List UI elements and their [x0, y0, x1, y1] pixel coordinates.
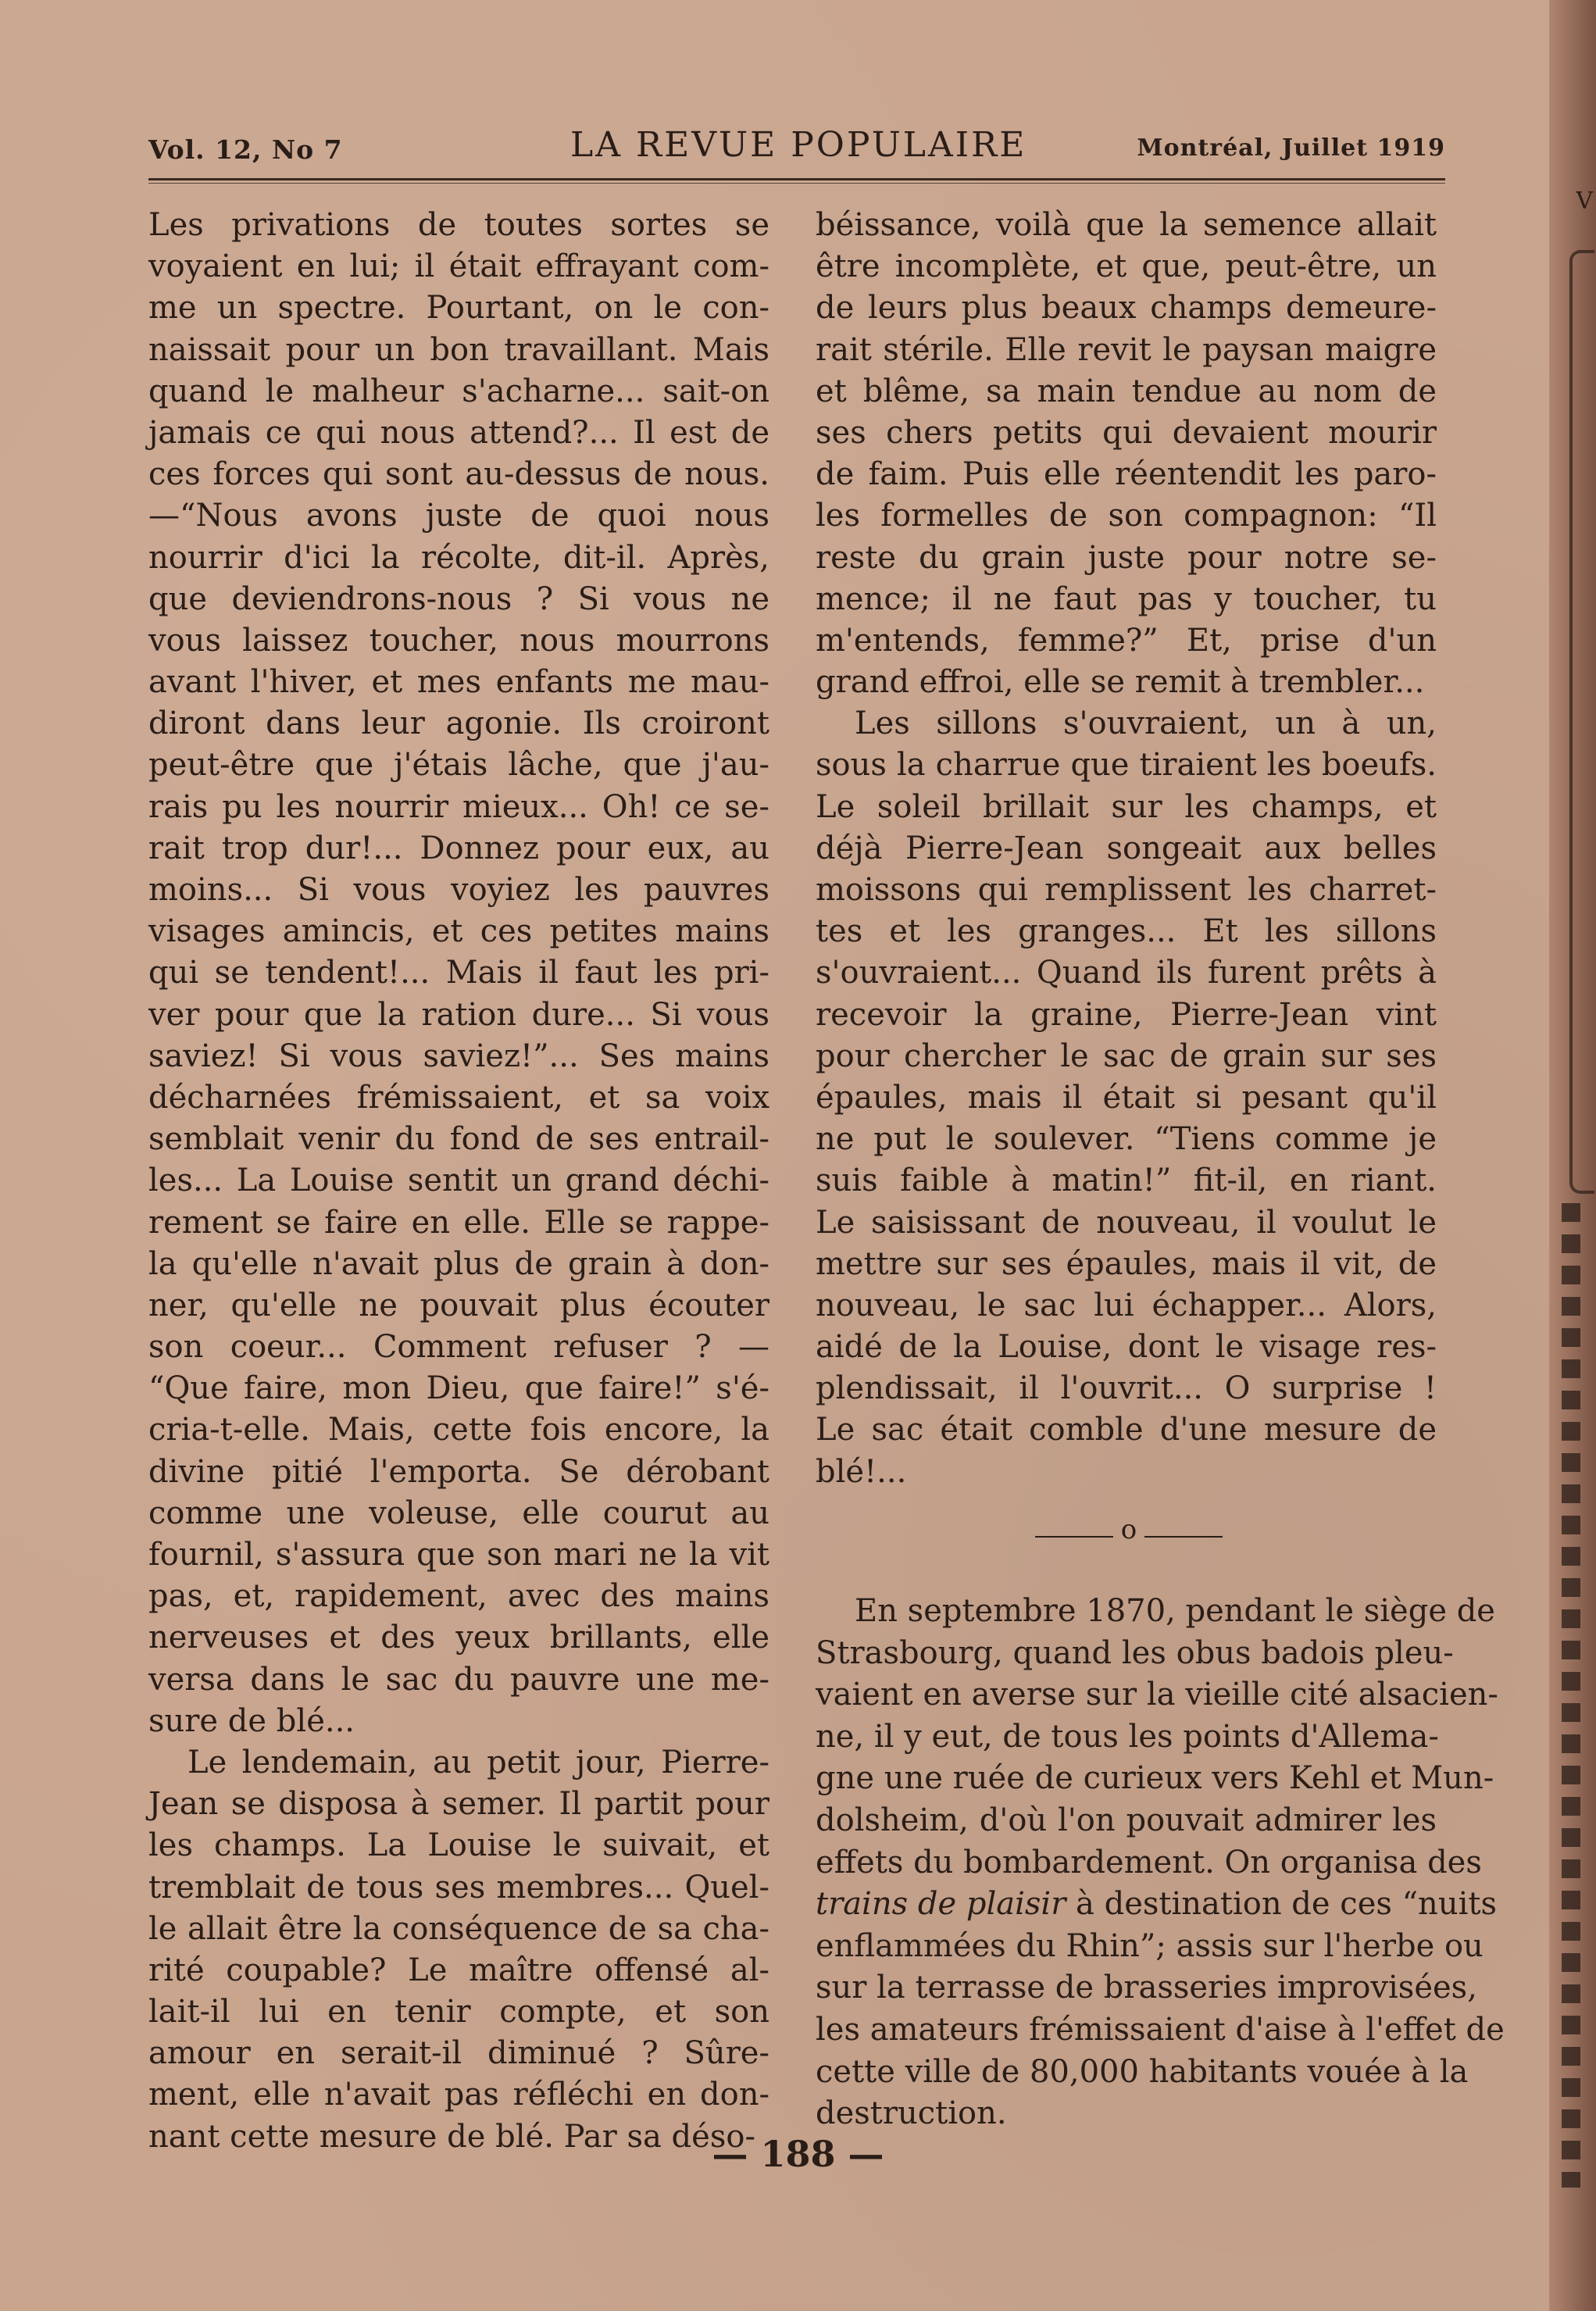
- text-line: versa dans le sac du pauvre une me-: [148, 1661, 769, 1698]
- text-line: pas, et, rapidement, avec des mains: [148, 1578, 769, 1615]
- text-line: Le soleil brillait sur les champs, et: [816, 788, 1437, 825]
- text-line: rement se faire en elle. Elle se rappe-: [148, 1204, 769, 1241]
- text-line: Strasbourg, quand les obus badois pleu-: [816, 1634, 1454, 1671]
- text-line: ses chers petits qui devaient mourir: [816, 414, 1437, 451]
- text-line: Le lendemain, au petit jour, Pierre-: [187, 1744, 769, 1781]
- text-line: ne, il y eut, de tous les points d'Allema-: [816, 1718, 1439, 1755]
- text-line: cette ville de 80,000 habitants vouée à la: [816, 2053, 1469, 2090]
- text-line: les amateurs frémissaient d'aise à l'effet de: [816, 2011, 1505, 2048]
- text-line: les formelles de son compagnon: “Il: [816, 498, 1437, 534]
- separator-glyph: o: [1120, 1514, 1137, 1545]
- place-date: Montréal, Juillet 1919: [1137, 134, 1445, 162]
- text-line: lait-il lui en tenir compte, et son: [148, 1994, 769, 2031]
- text-line: pour chercher le sac de grain sur ses: [816, 1038, 1437, 1074]
- text-line: —“Nous avons juste de quoi nous: [148, 498, 769, 534]
- text-line: diront dans leur agonie. Ils croiront: [148, 705, 769, 742]
- text-line: Les privations de toutes sortes se: [148, 207, 769, 243]
- journal-title: LA REVUE POPULAIRE: [570, 125, 1027, 165]
- text-line: destruction.: [816, 2095, 1007, 2132]
- text-line: grand effroi, elle se remit à trembler...: [816, 664, 1425, 701]
- text-line: aidé de la Louise, dont le visage res-: [816, 1329, 1437, 1366]
- text-line: et blême, sa main tendue au nom de: [816, 373, 1437, 409]
- text-line: sur la terrasse de brasseries improvisées,: [816, 1970, 1477, 2006]
- text-line: amour en serait-il diminué ? Sûre-: [148, 2035, 769, 2072]
- volume-number: Vol. 12, No 7: [148, 134, 343, 165]
- text-line: comme une voleuse, elle courut au: [148, 1495, 769, 1531]
- text-line: qui se tendent!... Mais il faut les pri-: [148, 955, 769, 991]
- text-line: plendissait, il l'ouvrit... O surprise !: [816, 1370, 1437, 1407]
- text-line: rait trop dur!... Donnez pour eux, au: [148, 830, 769, 866]
- text-line: blé!...: [816, 1453, 907, 1490]
- text-line: nourrir d'ici la récolte, dit-il. Après,: [148, 539, 769, 576]
- text-line: cria-t-elle. Mais, cette fois encore, la: [148, 1412, 769, 1448]
- text-line: quand le malheur s'acharne... sait-on: [148, 373, 769, 409]
- text-line: tremblait de tous ses membres... Quel-: [148, 1869, 769, 1906]
- text-line: décharnées frémissaient, et sa voix: [148, 1079, 769, 1116]
- text-line: ner, qu'elle ne pouvait plus écouter: [148, 1287, 769, 1323]
- text-line: moins... Si vous voyiez les pauvres: [148, 872, 769, 908]
- adjacent-page-glyph: V: [1576, 188, 1593, 215]
- header-rule: [148, 178, 1445, 180]
- right-column-anecdote: [816, 1591, 1505, 2135]
- text-line: nerveuses et des yeux brillants, elle: [148, 1620, 769, 1656]
- text-line: nant cette mesure de blé. Par sa déso-: [148, 2118, 755, 2155]
- running-header: [148, 125, 1445, 172]
- text-line: mence; il ne faut pas y toucher, tu: [816, 580, 1437, 617]
- italic-phrase: trains de plaisir: [816, 1886, 1066, 1923]
- text-line: ne put le soulever. “Tiens comme je: [816, 1121, 1437, 1158]
- text-line: de faim. Puis elle réentendit les paro-: [816, 456, 1437, 493]
- text-line: peut-être que j'étais lâche, que j'au-: [148, 747, 769, 784]
- section-separator: [1035, 1514, 1223, 1545]
- text-line: jamais ce qui nous attend?... Il est de: [148, 414, 769, 451]
- text-line: visages amincis, et ces petites mains: [148, 913, 769, 950]
- text-line: saviez! Si vous saviez!”... Ses mains: [148, 1038, 769, 1074]
- text-line: le allait être la conséquence de sa cha-: [148, 1910, 769, 1947]
- text-line: semblait venir du fond de ses entrail-: [148, 1121, 769, 1158]
- text-line: sure de blé...: [148, 1702, 355, 1739]
- text-line: épaules, mais il était si pesant qu'il: [816, 1079, 1437, 1116]
- text-line: suis faible à matin!” fit-il, en riant.: [816, 1163, 1437, 1199]
- text-line: la qu'elle n'avait plus de grain à don-: [148, 1245, 769, 1282]
- text-line: les champs. La Louise le suivait, et: [148, 1827, 769, 1864]
- text-line: rait stérile. Elle revit le paysan maigre: [816, 331, 1437, 368]
- text-line: Le saisissant de nouveau, il voulut le: [816, 1204, 1437, 1241]
- text-line: avant l'hiver, et mes enfants me mau-: [148, 664, 769, 701]
- text-line: ver pour que la ration dure... Si vous: [148, 996, 769, 1033]
- left-column: [148, 205, 769, 2158]
- text-line: voyaient en lui; il était effrayant com-: [148, 248, 769, 285]
- text-line: vous laissez toucher, nous mourrons: [148, 622, 769, 659]
- text-line: rité coupable? Le maître offensé al-: [148, 1952, 769, 1988]
- text-line: vaient en averse sur la vieille cité alsacien-: [816, 1677, 1498, 1713]
- text-line: naissait pour un bon travaillant. Mais: [148, 331, 769, 368]
- text-line: nouveau, le sac lui échapper... Alors,: [816, 1287, 1437, 1323]
- text-line: que deviendrons-nous ? Si vous ne: [148, 580, 769, 617]
- text-line: me un spectre. Pourtant, on le con-: [148, 290, 769, 327]
- text-line: divine pitié l'emporta. Se dérobant: [148, 1453, 769, 1490]
- text-line: En septembre 1870, pendant le siège de: [855, 1593, 1495, 1629]
- text-line: ment, elle n'avait pas réfléchi en don-: [148, 2077, 769, 2113]
- text-line: effets du bombardement. On organisa des: [816, 1844, 1482, 1881]
- text-line: les... La Louise sentit un grand déchi-: [148, 1163, 769, 1199]
- right-column: [816, 205, 1437, 1493]
- text-line: de leurs plus beaux champs demeure-: [816, 290, 1437, 327]
- text-line: sous la charrue que tiraient les boeufs.: [816, 747, 1437, 784]
- text-line: déjà Pierre-Jean songeait aux belles: [816, 830, 1437, 866]
- text-line: rais pu les nourrir mieux... Oh! ce se-: [148, 788, 769, 825]
- adjacent-page-frame: [1569, 250, 1594, 1194]
- text-line: ces forces qui sont au-dessus de nous.: [148, 456, 769, 493]
- text-line: dolsheim, d'où l'on pouvait admirer les: [816, 1802, 1437, 1838]
- header-rule-thin: [148, 183, 1445, 184]
- text-line: m'entends, femme?” Et, prise d'un: [816, 622, 1437, 659]
- text-line: enflammées du Rhin”; assis sur l'herbe ou: [816, 1927, 1484, 1964]
- text-line: reste du grain juste pour notre se-: [816, 539, 1437, 576]
- text-line: trains de plaisir à destination de ces “nuits: [816, 1886, 1497, 1923]
- text-line: s'ouvraient... Quand ils furent prêts à: [816, 955, 1437, 991]
- text-line: Le sac était comble d'une mesure de: [816, 1412, 1437, 1448]
- text-line: recevoir la graine, Pierre-Jean vint: [816, 996, 1437, 1033]
- text-line: son coeur... Comment refuser ? —: [148, 1329, 769, 1366]
- text-line: tes et les granges... Et les sillons: [816, 913, 1437, 950]
- text-line: Jean se disposa à semer. Il partit pour: [148, 1786, 769, 1823]
- text-line: béissance, voilà que la semence allait: [816, 207, 1437, 243]
- page-number: — 188 —: [712, 2133, 884, 2175]
- text-line: “Que faire, mon Dieu, que faire!” s'é-: [148, 1370, 769, 1407]
- text-line: mettre sur ses épaules, mais il vit, de: [816, 1245, 1437, 1282]
- adjacent-page-marks: [1562, 1203, 1580, 2188]
- text-line: Les sillons s'ouvraient, un à un,: [855, 705, 1437, 742]
- text-line: moissons qui remplissent les charret-: [816, 872, 1437, 908]
- text-line: fournil, s'assura que son mari ne la vit: [148, 1537, 769, 1573]
- text-line: être incomplète, et que, peut-être, un: [816, 248, 1437, 285]
- text-line: gne une ruée de curieux vers Kehl et Mun-: [816, 1760, 1494, 1797]
